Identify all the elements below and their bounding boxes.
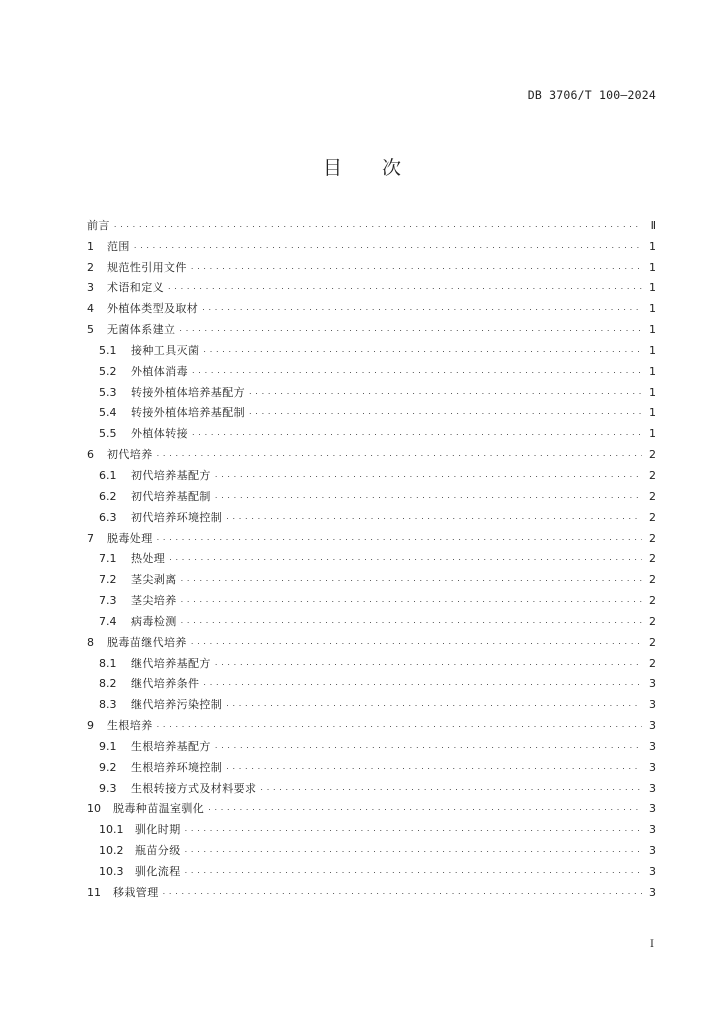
toc-entry-label: 无菌体系建立 xyxy=(107,323,176,337)
toc-entry-label: 驯化流程 xyxy=(135,865,181,878)
toc-entry-page: 2 xyxy=(649,594,656,608)
toc-entry[interactable] xyxy=(87,337,656,358)
toc-entry-page: 2 xyxy=(649,531,656,545)
toc-entry-number: 7.4 xyxy=(99,614,117,628)
toc-dot-leader xyxy=(208,802,642,816)
page-number: I xyxy=(650,939,654,950)
toc-entry-page: 3 xyxy=(649,739,656,753)
page-title-char-2: 次 xyxy=(382,157,402,179)
toc-entry-label: 脱毒处理 xyxy=(107,531,153,545)
toc-entry-page: 2 xyxy=(649,468,656,482)
toc-entry-number: 2 xyxy=(87,260,94,274)
toc-entry[interactable] xyxy=(87,816,656,837)
toc-entry-label: 茎尖剥离 xyxy=(131,573,177,587)
toc-entry-page: 3 xyxy=(649,781,656,795)
toc-entry-page: 2 xyxy=(649,489,656,503)
toc-entry-number: 7.1 xyxy=(99,552,117,566)
toc-entry-label: 脱毒苗继代培养 xyxy=(107,635,187,649)
toc-entry-number: 6 xyxy=(87,448,94,462)
toc-dot-leader xyxy=(169,552,642,566)
toc-entry-page: 1 xyxy=(649,239,656,253)
toc-entry-label: 外植体类型及取材 xyxy=(107,302,199,316)
toc-entry-label: 驯化时期 xyxy=(135,823,181,837)
toc-entry-label: 生根转接方式及材料要求 xyxy=(131,781,257,795)
toc-entry-page: 3 xyxy=(649,802,656,816)
toc-entry-page: 2 xyxy=(649,448,656,462)
toc-entry-page: 2 xyxy=(649,552,656,566)
toc-dot-leader xyxy=(249,386,642,400)
toc-entry[interactable] xyxy=(87,629,656,650)
toc-entry[interactable] xyxy=(87,712,656,733)
toc-entry-number: 5.1 xyxy=(99,343,117,357)
toc-dot-leader xyxy=(260,782,642,796)
toc-entry-number: 9 xyxy=(87,719,94,733)
toc-entry-number: 8.3 xyxy=(99,698,117,712)
toc-entry-page: 1 xyxy=(649,260,656,274)
toc-entry-page: 2 xyxy=(649,510,656,524)
toc-entry-label: 病毒检测 xyxy=(131,614,177,628)
toc-dot-leader xyxy=(157,532,642,546)
toc-entry-label: 范围 xyxy=(107,239,130,253)
toc-dot-leader xyxy=(134,240,642,254)
toc-entry-label: 初代培养 xyxy=(107,448,153,462)
toc-entry-number: 5 xyxy=(87,323,94,337)
toc-dot-leader xyxy=(185,823,642,837)
toc-dot-leader xyxy=(192,427,642,441)
toc-dot-leader xyxy=(226,698,642,712)
toc-entry-page: Ⅱ xyxy=(650,218,656,232)
toc-entry-page: 3 xyxy=(649,823,656,837)
toc-entry-number: 5.4 xyxy=(99,406,117,420)
toc-entry-label: 茎尖培养 xyxy=(131,594,177,608)
toc-entry-page: 3 xyxy=(649,719,656,733)
toc-entry[interactable] xyxy=(87,566,656,587)
toc-entry-number: 9.2 xyxy=(99,760,117,774)
toc-dot-leader xyxy=(215,469,642,483)
toc-entry-label: 转接外植体培养基配制 xyxy=(131,406,245,420)
toc-entry-number: 8 xyxy=(87,635,94,649)
toc-dot-leader xyxy=(168,281,642,295)
toc-entry-page: 3 xyxy=(649,698,656,712)
toc-entry[interactable] xyxy=(87,275,656,296)
toc-entry-number: 1 xyxy=(87,239,94,253)
toc-entry[interactable] xyxy=(87,525,656,546)
toc-entry-page: 3 xyxy=(649,677,656,691)
toc-entry-page: 1 xyxy=(649,427,656,441)
toc-entry-page: 2 xyxy=(649,635,656,649)
toc-entry-number: 9.3 xyxy=(99,781,117,795)
toc-entry[interactable] xyxy=(87,400,656,421)
toc-dot-leader xyxy=(191,261,642,275)
toc-entry-number: 5.5 xyxy=(99,427,117,441)
toc-dot-leader xyxy=(226,761,642,775)
toc-entry[interactable] xyxy=(87,358,656,379)
toc-entry[interactable] xyxy=(87,254,656,275)
toc-entry-number: 10.3 xyxy=(99,865,124,878)
toc-entry-number: 10 xyxy=(87,802,101,816)
toc-dot-leader xyxy=(181,615,642,629)
toc-dot-leader xyxy=(191,636,642,650)
toc-entry-number: 6.3 xyxy=(99,510,117,524)
table-of-contents xyxy=(87,212,656,900)
toc-entry[interactable] xyxy=(87,691,656,712)
toc-entry[interactable] xyxy=(87,650,656,671)
toc-entry-number: 5.2 xyxy=(99,364,117,378)
toc-entry-label: 移栽管理 xyxy=(113,885,159,899)
toc-entry[interactable] xyxy=(87,441,656,462)
toc-entry-page: 1 xyxy=(649,385,656,399)
toc-entry-label: 术语和定义 xyxy=(107,281,164,295)
toc-entry[interactable] xyxy=(87,837,656,858)
toc-entry-label: 初代培养基配制 xyxy=(131,489,211,503)
toc-entry-number: 8.1 xyxy=(99,656,117,670)
toc-entry-label: 生根培养 xyxy=(107,719,153,733)
toc-entry[interactable] xyxy=(87,316,656,337)
toc-entry[interactable] xyxy=(87,733,656,754)
page-title-char-1: 目 xyxy=(322,157,342,179)
toc-entry-number: 5.3 xyxy=(99,385,117,399)
toc-entry-page: 3 xyxy=(649,844,656,858)
toc-entry-number: 10.1 xyxy=(99,823,124,837)
toc-entry[interactable] xyxy=(87,420,656,441)
toc-entry-label: 继代培养污染控制 xyxy=(131,698,223,712)
toc-entry-page: 2 xyxy=(649,614,656,628)
toc-dot-leader xyxy=(179,323,642,337)
toc-dot-leader xyxy=(226,511,642,525)
document-code: DB 3706/T 100—2024 xyxy=(527,88,656,102)
toc-entry-label: 瓶苗分级 xyxy=(135,844,181,858)
toc-entry-page: 3 xyxy=(649,885,656,899)
toc-entry-page: 2 xyxy=(649,573,656,587)
toc-entry[interactable] xyxy=(87,379,656,400)
toc-entry-label: 外植体转接 xyxy=(131,427,188,441)
toc-entry-number: 7 xyxy=(87,531,94,545)
toc-dot-leader xyxy=(163,886,642,900)
toc-entry-page: 1 xyxy=(649,343,656,357)
toc-entry-page: 3 xyxy=(649,760,656,774)
toc-entry-number: 7.2 xyxy=(99,573,117,587)
page-title xyxy=(0,153,724,180)
toc-entry[interactable] xyxy=(87,546,656,567)
toc-entry-number: 10.2 xyxy=(99,844,124,858)
toc-dot-leader xyxy=(157,719,642,733)
toc-entry-page: 1 xyxy=(649,323,656,337)
toc-dot-leader xyxy=(203,344,642,358)
toc-entry[interactable] xyxy=(87,858,656,879)
toc-dot-leader xyxy=(114,219,642,233)
toc-dot-leader xyxy=(203,677,642,691)
toc-entry-label: 脱毒种苗温室驯化 xyxy=(113,802,205,816)
toc-entry-page: 2 xyxy=(649,656,656,670)
toc-entry[interactable] xyxy=(87,775,656,796)
toc-entry[interactable] xyxy=(87,462,656,483)
toc-entry-label: 初代培养基配方 xyxy=(131,468,211,482)
toc-entry-page: 1 xyxy=(649,302,656,316)
toc-entry-label: 继代培养基配方 xyxy=(131,656,211,670)
toc-dot-leader xyxy=(185,844,642,858)
toc-entry-page: 3 xyxy=(649,865,656,878)
toc-entry-number: 7.3 xyxy=(99,594,117,608)
toc-entry-page: 1 xyxy=(649,406,656,420)
toc-entry[interactable] xyxy=(87,233,656,254)
toc-entry[interactable] xyxy=(87,295,656,316)
toc-entry[interactable] xyxy=(87,608,656,629)
toc-dot-leader xyxy=(192,365,642,379)
toc-entry-page: 1 xyxy=(649,364,656,378)
toc-entry-label: 初代培养环境控制 xyxy=(131,510,223,524)
toc-entry-number: 8.2 xyxy=(99,677,117,691)
toc-entry-label: 外植体消毒 xyxy=(131,364,188,378)
toc-dot-leader xyxy=(181,594,642,608)
toc-entry[interactable] xyxy=(87,587,656,608)
toc-dot-leader xyxy=(202,302,642,316)
toc-entry[interactable] xyxy=(87,212,656,233)
toc-entry[interactable] xyxy=(87,483,656,504)
toc-entry[interactable] xyxy=(87,796,656,817)
toc-entry-label: 前言 xyxy=(87,218,110,232)
toc-entry-label: 接种工具灭菌 xyxy=(131,343,200,357)
toc-dot-leader xyxy=(157,448,642,462)
toc-entry[interactable] xyxy=(87,754,656,775)
toc-entry-number: 3 xyxy=(87,281,94,295)
toc-entry[interactable] xyxy=(87,879,656,900)
toc-dot-leader xyxy=(181,573,642,587)
toc-entry-number: 6.1 xyxy=(99,468,117,482)
toc-entry[interactable] xyxy=(87,671,656,692)
toc-entry-label: 继代培养条件 xyxy=(131,677,200,691)
toc-entry-label: 热处理 xyxy=(131,552,166,566)
toc-dot-leader xyxy=(215,657,642,671)
toc-entry[interactable] xyxy=(87,504,656,525)
toc-entry-number: 9.1 xyxy=(99,739,117,753)
toc-entry-page: 1 xyxy=(649,281,656,295)
toc-entry-label: 生根培养环境控制 xyxy=(131,760,223,774)
toc-entry-number: 11 xyxy=(87,885,101,899)
toc-entry-label: 转接外植体培养基配方 xyxy=(131,385,245,399)
toc-dot-leader xyxy=(215,740,642,754)
toc-dot-leader xyxy=(249,406,642,420)
toc-entry-label: 规范性引用文件 xyxy=(107,260,187,274)
toc-entry-number: 4 xyxy=(87,302,94,316)
toc-entry-number: 6.2 xyxy=(99,489,117,503)
toc-dot-leader xyxy=(215,490,642,504)
toc-entry-label: 生根培养基配方 xyxy=(131,739,211,753)
toc-dot-leader xyxy=(185,865,642,879)
